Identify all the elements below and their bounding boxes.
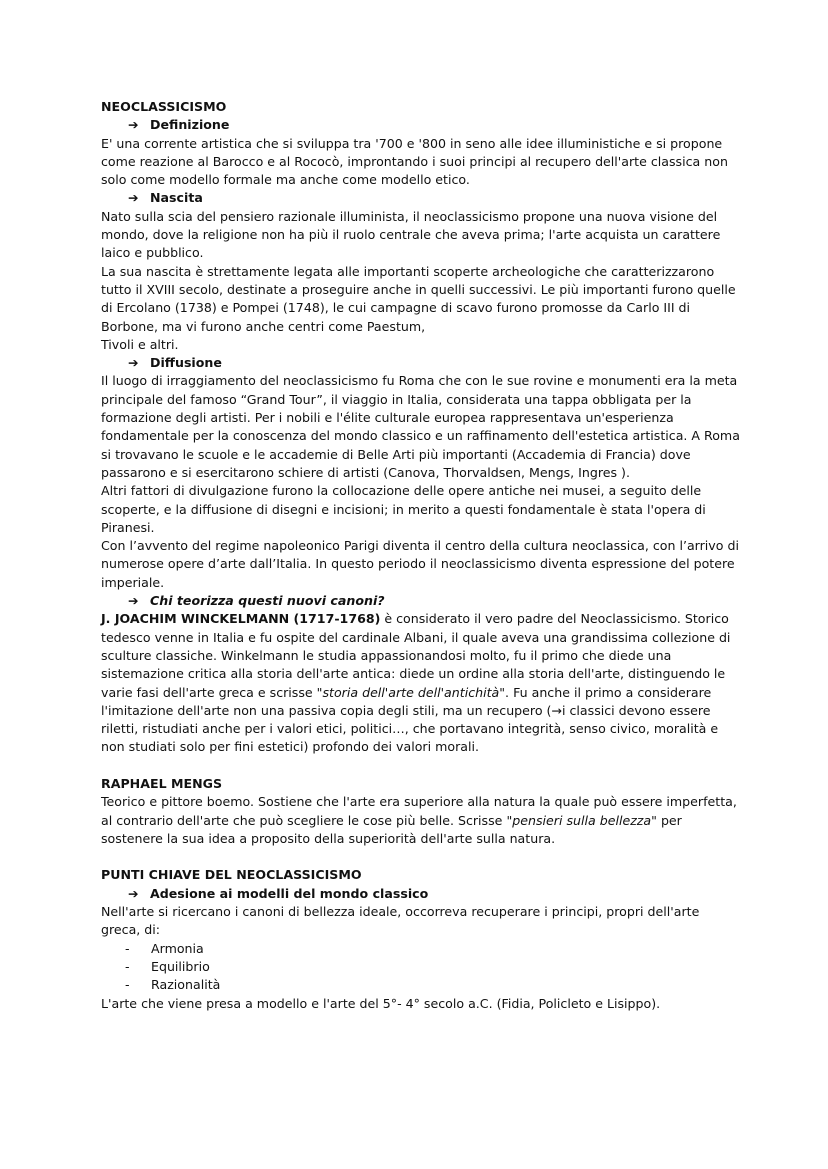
- dash-bullet: -: [125, 940, 130, 956]
- list-item-label: Razionalità: [151, 977, 221, 993]
- heading-adesione-label: Adesione ai modelli del mondo classico: [150, 885, 429, 901]
- paragraph-winckelmann: [101, 610, 741, 756]
- winckelmann-name: J. JOACHIM WINCKELMANN (1717-1768): [101, 611, 381, 627]
- heading-teorizza: [101, 592, 741, 610]
- winckelmann-book-title: storia dell'arte dell'antichità: [322, 684, 500, 700]
- heading-diffusione: [101, 354, 741, 372]
- spacer: [101, 757, 741, 775]
- heading-nascita-label: Nascita: [150, 190, 203, 206]
- heading-teorizza-label: Chi teorizza questi nuovi canoni?: [150, 593, 385, 609]
- heading-adesione: [101, 885, 741, 903]
- paragraph-nascita-3: Tivoli e altri.: [101, 336, 179, 352]
- mengs-book-title: "pensieri sulla bellezza": [506, 812, 657, 828]
- heading-definizione-label: Definizione: [150, 117, 230, 133]
- paragraph-nascita-1: Nato sulla scia del pensiero razionale illuminista, il neoclassicismo propone una nuova visione del mondo, dove la religione non ha più il ruolo centrale che aveva prima; l'arte acquista un carattere laico e pubblico.: [101, 208, 721, 261]
- heading-nascita: [101, 189, 741, 207]
- list-item-label: Equilibrio: [151, 958, 210, 974]
- document-page: [101, 98, 741, 1013]
- list-item: [101, 958, 741, 976]
- principles-list: [101, 940, 741, 995]
- list-item: [101, 976, 741, 994]
- paragraph-mengs: [101, 793, 741, 848]
- paragraph-punti-closing: L'arte che viene presa a modello e l'arte del 5°- 4° secolo a.C. (Fidia, Policleto e Lisippo).: [101, 995, 661, 1011]
- dash-bullet: -: [125, 977, 130, 993]
- heading-mengs: RAPHAEL MENGS: [101, 775, 223, 791]
- arrow-right-icon: ➔: [128, 117, 139, 133]
- heading-punti-chiave: PUNTI CHIAVE DEL NEOCLASSICISMO: [101, 867, 362, 883]
- paragraph-diffusione-1: Il luogo di irraggiamento del neoclassicismo fu Roma che con le sue rovine e monumenti era la meta principale del famoso “Grand Tour”, il viaggio in Italia, considerata una tappa obbligata per la formazione degli artisti. Per i nobili e l'élite culturale europea rappresentava un'esperienza fondamentale per la conoscenza del mondo classico e un raffinamento dell'estetica artistica. A Roma si trovavano le scuole e le accademie di Belle Arti più importanti (Accademia di Francia) dove passarono e si esercitarono schiere di artisti (Canova, Thorvaldsen, Mengs, Ingres ).: [101, 373, 740, 480]
- mengs-text-1: Teorico e pittore boemo. Sostiene che l'arte era superiore alla natura la quale può essere imperfetta, al contrario dell'arte che può scegliere le cose più belle. Scrisse: [101, 794, 737, 828]
- paragraph-diffusione-2: Altri fattori di divulgazione furono la collocazione delle opere antiche nei musei, a seguito delle scoperte, e la diffusione di disegni e incisioni; in merito a questi fondamentale è stata l'opera di Piranesi.: [101, 483, 706, 535]
- arrow-right-icon: ➔: [128, 885, 139, 901]
- dash-bullet: -: [125, 958, 130, 974]
- spacer: [101, 848, 741, 866]
- paragraph-nascita-2: La sua nascita è strettamente legata alle importanti scoperte archeologiche che caratterizzarono tutto il XVIII secolo, destinate a proseguire anche in quelli successivi. Le più importanti furono quelle di Ercolano (1738) e Pompei (1748), le cui campagne di scavo furono promosse da Carlo III di Borbone, ma vi furono anche centri come Paestum,: [101, 263, 736, 334]
- paragraph-definizione: E' una corrente artistica che si sviluppa tra '700 e '800 in seno alle idee illuministiche e si propone come reazione al Barocco e al Rococò, improntando i suoi principi al recupero dell'arte classica non solo come modello formale ma anche come modello etico.: [101, 135, 728, 188]
- list-item: [101, 940, 741, 958]
- paragraph-punti-intro: Nell'arte si ricercano i canoni di bellezza ideale, occorreva recuperare i principi, propri dell'arte greca, di:: [101, 904, 700, 938]
- winckelmann-text-2: ". Fu anche il primo a considerare l'imitazione dell'arte non una passiva copia degli stili, ma un recupero (→i classici devono essere riletti, ristudiati anche per i valori etici, politici…, che portavano integrità, senso civico, moralità e non studiati solo per fini estetici) profondo dei valori morali.: [101, 684, 719, 755]
- arrow-right-icon: ➔: [128, 190, 139, 206]
- arrow-right-icon: ➔: [128, 593, 139, 609]
- winckelmann-text-1: è considerato il vero padre del Neoclassicismo. Storico tedesco venne in Italia e fu ospite del cardinale Albani, il quale aveva una grandissima collezione di sculture classiche. Winkelmann le studia appassionandosi molto, fu il primo che diede una sistemazione critica alla storia dell'arte antica: diede un ordine alla storia dell'arte, distinguendo le varie fasi dell'arte greca e scrisse ": [101, 611, 731, 700]
- mengs-text-2: per sostenere la sua idea a proposito della superiorità dell'arte sulla natura.: [101, 812, 682, 846]
- arrow-right-icon: ➔: [128, 355, 139, 371]
- heading-diffusione-label: Diffusione: [150, 355, 222, 371]
- paragraph-diffusione-3: Con l’avvento del regime napoleonico Parigi diventa il centro della cultura neoclassica, con l’arrivo di numerose opere d’arte dall’Italia. In questo periodo il neoclassicismo diventa espressione del potere imperiale.: [101, 538, 739, 590]
- document-title: NEOCLASSICISMO: [101, 99, 227, 114]
- heading-definizione: [101, 116, 741, 134]
- list-item-label: Armonia: [151, 940, 204, 956]
